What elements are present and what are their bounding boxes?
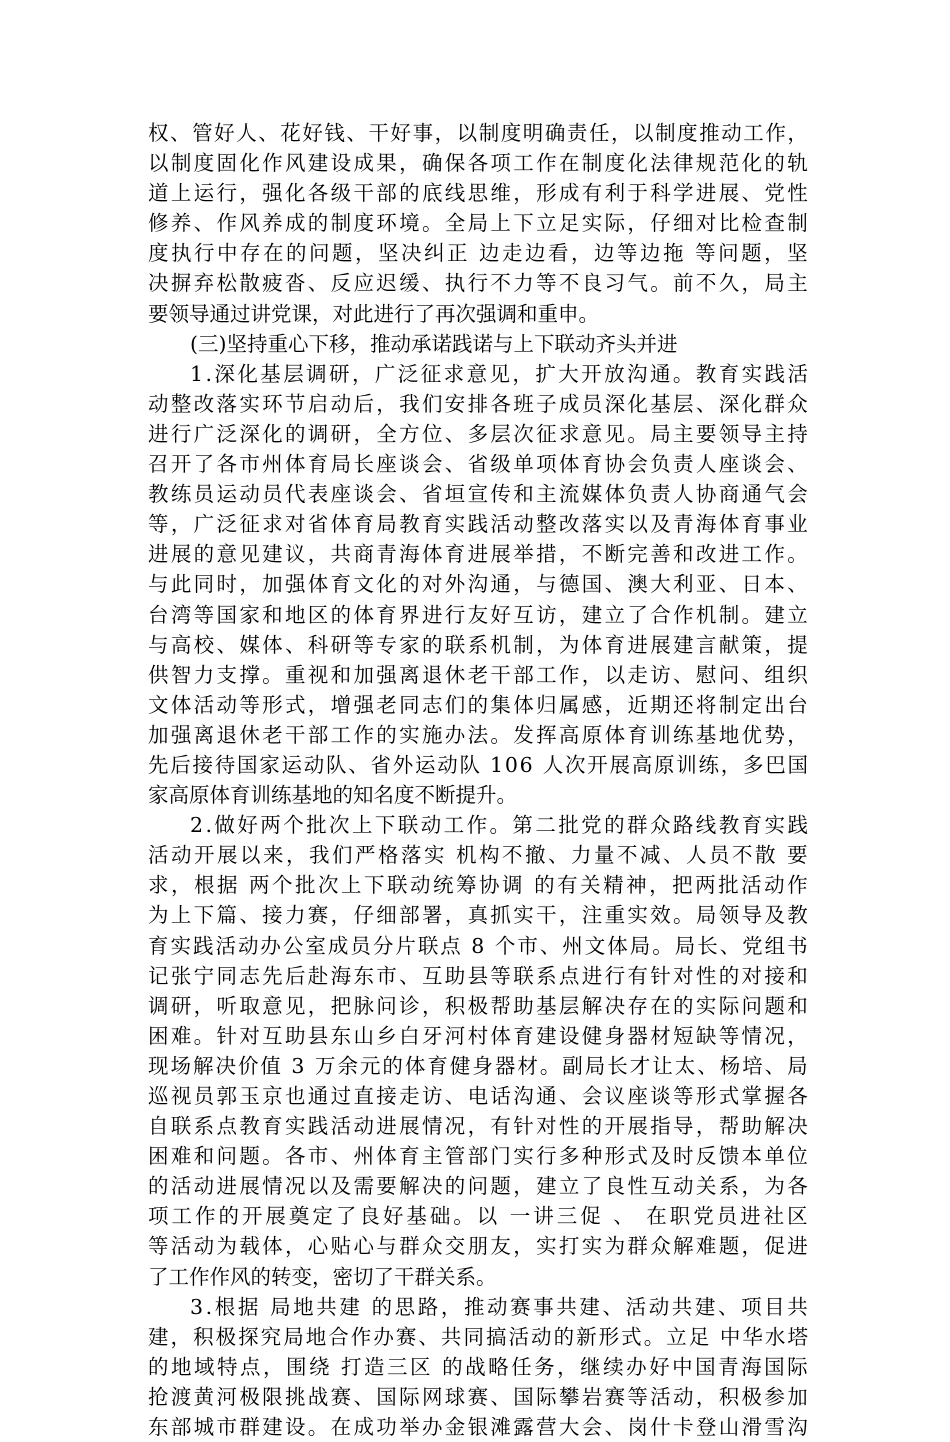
text-line: 召 开 了 各 市 州 体 育 局 长 座 谈 会 、 省 级 单 项 体 育 协 会 负 责 人 座 谈 会 、 xyxy=(148,452,808,477)
text-line: 1 . 深 化 基 层 调 研 ， 广 泛 征 求 意 见 ， 扩 大 开 放 沟 通 。 教 育 实 践 活 xyxy=(190,361,808,386)
text-line: 家高原体育训练基地的知名度不断提升。 xyxy=(148,783,517,808)
text-line: 的 地 域 特 点 ， 围 绕 打 造 三 区 的 战 略 任 务 ， 继 续 办 好 中 国 青 海 国 际 xyxy=(148,1354,808,1379)
text-line: 与 此 同 时 ， 加 强 体 育 文 化 的 对 外 沟 通 ， 与 德 国 、 澳 大 利 亚 、 日 本 、 xyxy=(148,572,808,597)
text-line: 等 活 动 为 载 体 ， 心 贴 心 与 群 众 交 朋 友 ， 实 打 实 为 群 众 解 难 题 ， 促 进 xyxy=(148,1234,808,1259)
text-line: 2 . 做 好 两 个 批 次 上 下 联 动 工 作 。 第 二 批 党 的 群 众 路 线 教 育 实 践 xyxy=(190,813,808,838)
text-line: 困 难 和 问 题 。 各 市 、 州 体 育 主 管 部 门 实 行 多 种 形 式 及 时 反 馈 本 单 位 xyxy=(148,1144,808,1169)
text-line: 的 活 动 进 展 情 况 以 及 需 要 解 决 的 问 题 ， 建 立 了 良 性 互 动 关 系 ， 为 各 xyxy=(148,1174,808,1199)
text-line: 教 练 员 运 动 员 代 表 座 谈 会 、 省 垣 宣 传 和 主 流 媒 体 负 责 人 协 商 通 气 会 xyxy=(148,482,808,507)
text-line: 要领导通过讲党课，对此进行了再次强调和重申。 xyxy=(148,301,599,326)
text-line: 先 后 接 待 国 家 运 动 队 、 省 外 运 动 队 1 0 6 人 次 开 展 高 原 训 练 ， 多 巴 国 xyxy=(148,752,808,777)
text-line: 自 联 系 点 教 育 实 践 活 动 进 展 情 况 ， 有 针 对 性 的 开 展 指 导 ， 帮 助 解 决 xyxy=(148,1114,808,1139)
text-line: 巡 视 员 郭 玉 京 也 通 过 直 接 走 访 、 电 话 沟 通 、 会 议 座 谈 等 形 式 掌 握 各 xyxy=(148,1084,808,1108)
text-line: 求 ， 根 据 两 个 批 次 上 下 联 动 统 筹 协 调 的 有 关 精 神 ， 把 两 批 活 动 作 xyxy=(148,873,808,898)
text-line: 3 . 根 据 局 地 共 建 的 思 路 ， 推 动 赛 事 共 建 、 活 动 共 建 、 项 目 共 xyxy=(190,1294,808,1319)
text-line: 为 上 下 篇 、 接 力 赛 ， 仔 细 部 署 ， 真 抓 实 干 ， 注 重 实 效 。 局 领 导 及 教 xyxy=(148,903,808,928)
text-line: 抢 渡 黄 河 极 限 挑 战 赛 、 国 际 网 球 赛 、 国 际 攀 岩 赛 等 活 动 ， 积 极 参 加 xyxy=(148,1384,808,1409)
text-line: 了工作作风的转变，密切了干群关系。 xyxy=(148,1264,497,1289)
text-line: 度 执 行 中 存 在 的 问 题 ， 坚 决 纠 正 边 走 边 看 ， 边 等 边 拖 等 问 题 ， 坚 xyxy=(148,241,808,266)
text-line: 供 智 力 支 撑 。 重 视 和 加 强 离 退 休 老 干 部 工 作 ， 以 走 访 、 慰 问 、 组 织 xyxy=(148,662,808,687)
text-line: 修 养 、 作 风 养 成 的 制 度 环 境 。 全 局 上 下 立 足 实 际 ， 仔 细 对 比 检 查 制 xyxy=(148,211,808,236)
text-line: 决 摒 弃 松 散 疲 沓 、 反 应 迟 缓 、 执 行 不 力 等 不 良 习 气 。 前 不 久 ， 局 主 xyxy=(148,271,808,296)
text-line: 建 ， 积 极 探 究 局 地 合 作 办 赛 、 共 同 搞 活 动 的 新 形 式 。 立 足 中 华 水 塔 xyxy=(148,1324,808,1349)
text-line: 困 难 。 针 对 互 助 县 东 山 乡 白 牙 河 村 体 育 建 设 健 身 器 材 短 缺 等 情 况 ， xyxy=(148,1023,808,1048)
text-line: 与 高 校 、 媒 体 、 科 研 等 专 家 的 联 系 机 制 ， 为 体 育 进 展 建 言 献 策 ， 提 xyxy=(148,632,808,657)
text-line: 加 强 离 退 休 老 干 部 工 作 的 实 施 办 法 。 发 挥 高 原 体 育 训 练 基 地 优 势 ， xyxy=(148,722,808,747)
text-line: 记 张 宁 同 志 先 后 赴 海 东 市 、 互 助 县 等 联 系 点 进 行 有 针 对 性 的 对 接 和 xyxy=(148,963,808,988)
text-line: 东 部 城 市 群 建 设 。 在 成 功 举 办 金 银 滩 露 营 大 会 、 岗 什 卡 登 山 滑 雪 沟 xyxy=(148,1415,808,1440)
text-line: 以 制 度 固 化 作 风 建 设 成 果 ， 确 保 各 项 工 作 在 制 度 化 法 律 规 范 化 的 轨 xyxy=(148,151,808,176)
text-line: 进 展 的 意 见 建 议 ， 共 商 青 海 体 育 进 展 举 措 ， 不 断 完 善 和 改 进 工 作 。 xyxy=(148,542,808,567)
text-line: 调 研 ， 听 取 意 见 ， 把 脉 问 诊 ， 积 极 帮 助 基 层 解 决 存 在 的 实 际 问 题 和 xyxy=(148,993,808,1018)
text-line: 等 ， 广 泛 征 求 对 省 体 育 局 教 育 实 践 活 动 整 改 落 实 以 及 青 海 体 育 事 业 xyxy=(148,512,808,537)
text-line: 台 湾 等 国 家 和 地 区 的 体 育 界 进 行 友 好 互 访 ， 建 立 了 合 作 机 制 。 建 立 xyxy=(148,602,808,627)
text-line: 道 上 运 行 ， 强 化 各 级 干 部 的 底 线 思 维 ， 形 成 有 利 于 科 学 进 展 、 党 性 xyxy=(148,181,808,206)
text-line: 动 整 改 落 实 环 节 启 动 后 ， 我 们 安 排 各 班 子 成 员 深 化 基 层 、 深 化 群 众 xyxy=(148,391,808,416)
text-line: 文 体 活 动 等 形 式 ， 增 强 老 同 志 们 的 集 体 归 属 感 ， 近 期 还 将 制 定 出 台 xyxy=(148,692,808,717)
text-line: 项 工 作 的 开 展 奠 定 了 良 好 基 础 。 以 一 讲 三 促 、 在 职 党 员 进 社 区 xyxy=(148,1204,808,1229)
document-body xyxy=(148,118,808,1442)
text-line: 权 、 管 好 人 、 花 好 钱 、 干 好 事 ， 以 制 度 明 确 责 任 ， 以 制 度 推 动 工 作 ， xyxy=(148,121,808,145)
text-line: 育 实 践 活 动 办 公 室 成 员 分 片 联 点 8 个 市 、 州 文 体 局 。 局 长 、 党 组 书 xyxy=(148,933,808,958)
text-line: 活 动 开 展 以 来 ， 我 们 严 格 落 实 机 构 不 撤 、 力 量 不 减 、 人 员 不 散 要 xyxy=(148,843,808,868)
text-line: 现 场 解 决 价 值 3 万 余 元 的 体 育 健 身 器 材 。 副 局 长 才 让 太 、 杨 培 、 局 xyxy=(148,1053,808,1078)
text-line: (三)坚持重心下移，推动承诺践诺与上下联动齐头并进 xyxy=(190,331,678,356)
text-line: 进 行 广 泛 深 化 的 调 研 ， 全 方 位 、 多 层 次 征 求 意 见 。 局 主 要 领 导 主 持 xyxy=(148,421,808,446)
